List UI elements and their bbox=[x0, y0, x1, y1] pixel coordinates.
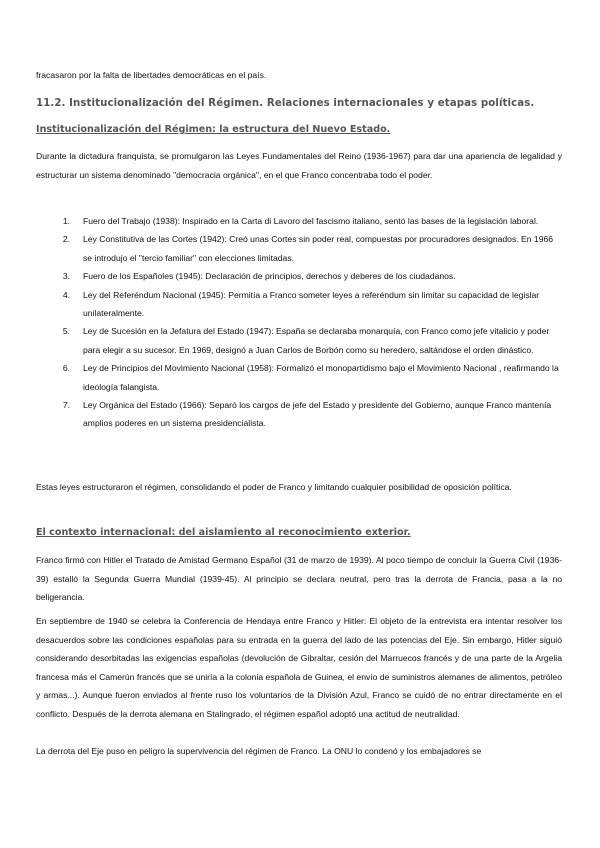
list-item-text: Ley de Principios del Movimiento Nacional (1958): Formalizó el monopartidismo bajo el Movimiento Nacional , reafirmando la ideología falangista. bbox=[83, 363, 559, 392]
subsection-title-institucionalizacion: Institucionalización del Régimen: la estructura del Nuevo Estado. bbox=[36, 124, 391, 135]
list-item-text: Fuero del Trabajo (1938): Inspirado en la Carta di Lavoro del fascismo italiano, sentó las bases de la legislación laboral. bbox=[83, 216, 539, 226]
list-item-number: 6. bbox=[62, 363, 70, 374]
body-paragraph-hendaya: En septiembre de 1940 se celebra la Conferencia de Hendaya entre Franco y Hitler: El objeto de la entrevista era intentar resolver los desacuerdos sobre las condiciones españolas para su entrada en la guerra del lado de las potencias del Eje. Sin embargo, Hitler siguió considerando desorbitadas las exigencias españolas (devolución de Gibraltar, cesión del Marruecos francés y de una parte de la Argelia francesa más el Camerún francés que se uniría a la colonia española de Guinea, el envío de suministros alemanes de alimentos, petróleo y armas...). Aunque fueron enviados al frente ruso los voluntarios de la División Azul, Franco se cuidó de no entrar directamente en el conflicto. Después de la derrota alemana en Stalingrado, el régimen español adoptó una actitud de neutralidad. bbox=[36, 616, 562, 719]
list-item-number: 5. bbox=[62, 326, 70, 337]
list-item-number: 4. bbox=[62, 289, 70, 300]
list-item-number: 2. bbox=[62, 234, 70, 245]
list-item-text: Ley Constitutiva de las Cortes (1942): Creó unas Cortes sin poder real, compuestas por procuradores designados. En 1966 se introdujo el "tercio familiar" con elecciones limitadas. bbox=[83, 234, 554, 263]
subsection-intro-paragraph: Durante la dictadura franquista, se promulgaron las Leyes Fundamentales del Reino (1936-1967) para dar una apariencia de legalidad y estructurar un sistema denominado "democracia orgánica", en el que Franco concentraba todo el poder. bbox=[36, 151, 562, 180]
list-item-number: 3. bbox=[62, 271, 70, 282]
subsection-title-contexto-internacional: El contexto internacional: del aislamiento al reconocimiento exterior. bbox=[36, 527, 411, 538]
list-item-number: 1. bbox=[62, 216, 70, 226]
body-paragraph-derrota-eje: La derrota del Eje puso en peligro la supervivencia del régimen de Franco. La ONU lo condenó y los embajadores se bbox=[36, 746, 482, 756]
list-item bbox=[52, 267, 562, 285]
list-item-text: Ley Orgánica del Estado (1966): Separó los cargos de jefe del Estado y presidente del Gobierno, aunque Franco mantenía amplios poderes en un sistema presidencialista. bbox=[83, 400, 552, 429]
list-item bbox=[52, 322, 562, 359]
list-item bbox=[52, 396, 562, 433]
list-item bbox=[52, 359, 562, 396]
list-item-number: 7. bbox=[62, 400, 70, 411]
section-title: 11.2. Institucionalización del Régimen. Relaciones internacionales y etapas políticas. bbox=[36, 98, 535, 109]
list-item-text: Fuero de los Españoles (1945): Declaración de principios, derechos y deberes de los ciudadanos. bbox=[83, 271, 456, 282]
list-item bbox=[52, 212, 562, 230]
fundamental-laws-list bbox=[52, 212, 562, 433]
list-item-text: Ley del Referéndum Nacional (1945): Permitía a Franco someter leyes a referéndum sin limitar su capacidad de legislar unilateralmente. bbox=[83, 289, 540, 319]
list-item-text: Ley de Sucesión en la Jefatura del Estado (1947): España se declaraba monarquía, con Franco como jefe vitalicio y poder para elegir a su sucesor. En 1969, designó a Juan Carlos de Borbón como su heredero, saltándose el orden dinástico. bbox=[83, 326, 550, 355]
body-paragraph-tratado: Franco firmó con Hitler el Tratado de Amistad Germano Español (31 de marzo de 1939). Al poco tiempo de concluir la Guerra Civil (1936-39) estalló la Segunda Guerra Mundial (1939-45). Al principio se declara neutral, pero tras la derrota de Francia, pasa a la no beligerancia. bbox=[36, 555, 562, 603]
subsection-conclusion-paragraph: Estas leyes estructuraron el régimen, consolidando el poder de Franco y limitando cualquier posibilidad de oposición política. bbox=[36, 482, 512, 492]
list-item bbox=[52, 286, 562, 323]
list-item bbox=[52, 230, 562, 267]
intro-fragment: fracasaron por la falta de libertades democráticas en el país. bbox=[36, 70, 267, 80]
